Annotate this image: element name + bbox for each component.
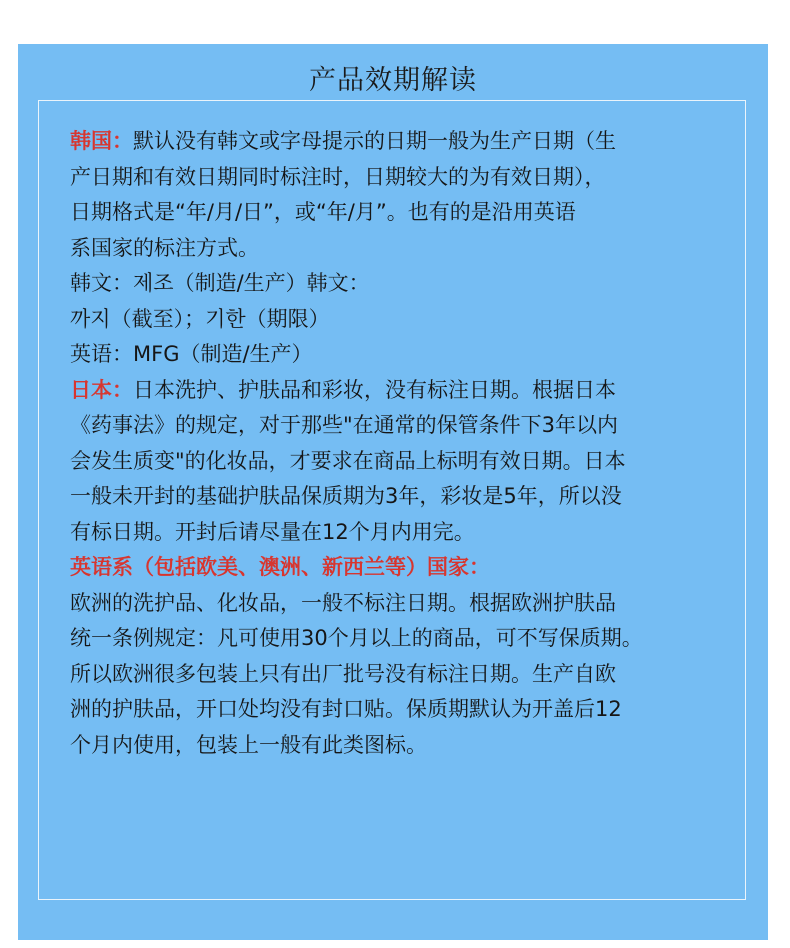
text-line bbox=[70, 231, 760, 267]
page-title: 产品效期解读 bbox=[309, 65, 477, 96]
body-text: 系国家的标注方式。 bbox=[70, 235, 259, 260]
body-text: 까지（截至）；기한（期限） bbox=[70, 306, 330, 331]
body-text: 有标日期。开封后请尽量在12个月内用完。 bbox=[70, 519, 475, 544]
text-line bbox=[70, 728, 760, 764]
text-line bbox=[70, 195, 760, 231]
text-line bbox=[70, 337, 760, 373]
section-heading: 日本： bbox=[70, 377, 133, 402]
section-heading: 英语系（包括欧美、澳洲、新西兰等）国家： bbox=[70, 555, 490, 579]
body-text: 默认没有韩文或字母提示的日期一般为生产日期（生 bbox=[133, 129, 616, 153]
text-line bbox=[70, 266, 760, 302]
text-line bbox=[70, 124, 760, 160]
body-text: 个月内使用，包装上一般有此类图标。 bbox=[70, 732, 427, 757]
text-line bbox=[70, 692, 760, 728]
text-line bbox=[70, 160, 760, 196]
body-text: 欧洲的洗护品、化妆品，一般不标注日期。根据欧洲护肤品 bbox=[70, 590, 616, 615]
text-line bbox=[70, 621, 760, 657]
info-panel bbox=[18, 44, 768, 940]
body-text: 韩文：제조（制造/生产）韩文： bbox=[70, 271, 370, 295]
body-text: 《药事法》的规定，对于那些"在通常的保管条件下3年以内 bbox=[70, 413, 619, 437]
text-line bbox=[70, 373, 760, 409]
body-text: 英语：MFG（制造/生产） bbox=[70, 342, 313, 366]
body-text: 产日期和有效日期同时标注时，日期较大的为有效日期）， bbox=[70, 164, 606, 189]
body-text: 所以欧洲很多包装上只有出厂批号没有标注日期。生产自欧 bbox=[70, 661, 616, 686]
text-line bbox=[70, 444, 760, 480]
text-line bbox=[70, 302, 760, 338]
text-line bbox=[70, 479, 760, 515]
content-text bbox=[70, 124, 760, 763]
body-text: 洲的护肤品，开口处均没有封口贴。保质期默认为开盖后12 bbox=[70, 697, 622, 721]
body-text: 统一条例规定：凡可使用30个月以上的商品，可不写保质期。 bbox=[70, 626, 643, 650]
text-line bbox=[70, 586, 760, 622]
body-text: 日本洗护、护肤品和彩妆，没有标注日期。根据日本 bbox=[133, 377, 616, 402]
body-text: 一般未开封的基础护肤品保质期为3年，彩妆是5年，所以没 bbox=[70, 484, 622, 508]
body-text: 日期格式是“年/月/日”，或“年/月”。也有的是沿用英语 bbox=[70, 200, 576, 224]
text-line bbox=[70, 515, 760, 551]
text-line bbox=[70, 550, 760, 586]
section-heading: 韩国： bbox=[70, 129, 133, 153]
body-text: 会发生质变"的化妆品，才要求在商品上标明有效日期。日本 bbox=[70, 448, 626, 473]
text-line bbox=[70, 657, 760, 693]
text-line bbox=[70, 408, 760, 444]
